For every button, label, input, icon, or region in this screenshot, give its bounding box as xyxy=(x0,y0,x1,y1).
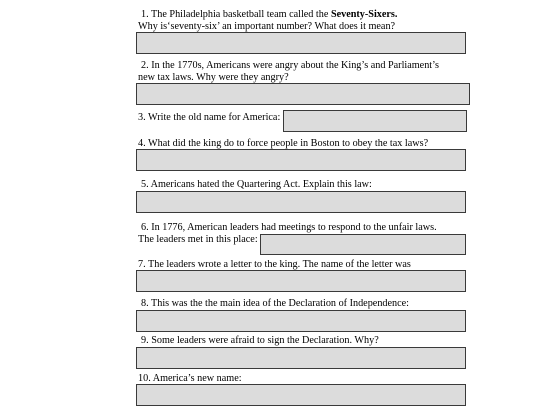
question-5-line-1-text: Americans hated the Quartering Act. Explain this law: xyxy=(150,179,372,190)
question-2-text xyxy=(138,60,439,83)
question-7-line-1 xyxy=(138,259,411,271)
answer-box-1[interactable] xyxy=(136,32,466,54)
question-9-number: 9. xyxy=(141,335,149,346)
question-4-line-1 xyxy=(138,138,428,150)
question-7-text xyxy=(138,259,411,271)
question-4-text xyxy=(138,138,428,150)
question-5-line-1 xyxy=(141,179,372,191)
question-6-line-2: The leaders met in this place: xyxy=(138,233,258,245)
question-2-number: 2. xyxy=(141,60,149,71)
question-3-number: 3. xyxy=(138,112,146,123)
question-1-number: 1. xyxy=(141,9,149,20)
question-7-number: 7. xyxy=(138,259,146,270)
question-8-number: 8. xyxy=(141,298,149,309)
question-8-line-1 xyxy=(141,298,409,310)
question-1-line-1 xyxy=(141,9,397,21)
question-10-line-1-text: America’s new name: xyxy=(152,373,242,384)
question-1-line-2: Why is‘seventy-six’ an important number? What does it mean? xyxy=(138,20,396,32)
question-5-text xyxy=(141,179,372,191)
question-3-text xyxy=(138,112,280,124)
question-2-line-1 xyxy=(141,60,439,72)
question-6-line-1 xyxy=(141,222,437,234)
question-7-line-1-text: The leaders wrote a letter to the king. The name of the letter was xyxy=(148,259,411,270)
question-1-text xyxy=(138,9,398,32)
question-9-line-1-text: Some leaders were afraid to sign the Declaration. Why? xyxy=(151,335,379,346)
answer-box-9[interactable] xyxy=(136,347,466,369)
question-2-line-2: new tax laws. Why were they angry? xyxy=(138,71,289,83)
answer-box-2[interactable] xyxy=(136,83,470,105)
question-10-line-1 xyxy=(138,373,242,385)
question-3-line-1 xyxy=(138,112,280,124)
question-1-line-1-text: The Philadelphia basketball team called the xyxy=(151,9,331,20)
answer-box-3[interactable] xyxy=(283,110,467,132)
question-6-line-1-text: In 1776, American leaders had meetings to respond to the unfair laws. xyxy=(151,222,437,233)
question-4-line-1-text: What did the king do to force people in Boston to obey the tax laws? xyxy=(148,138,429,149)
answer-box-10[interactable] xyxy=(136,384,466,406)
answer-box-6[interactable] xyxy=(260,234,466,255)
question-8-line-1-text: This was the the main idea of the Declaration of Independence: xyxy=(151,298,409,309)
question-3-line-1-text: Write the old name for America: xyxy=(148,112,281,123)
question-4-number: 4. xyxy=(138,138,146,149)
answer-box-8[interactable] xyxy=(136,310,466,332)
question-9-line-1 xyxy=(141,335,379,347)
question-10-number: 10. xyxy=(138,373,151,384)
question-2-line-1-text: In the 1770s, Americans were angry about the King’s and Parliament’s xyxy=(151,60,439,71)
question-8-text xyxy=(141,298,409,310)
question-6-number: 6. xyxy=(141,222,149,233)
question-10-text xyxy=(138,373,242,385)
answer-box-4[interactable] xyxy=(136,149,466,171)
answer-box-7[interactable] xyxy=(136,270,466,292)
answer-box-5[interactable] xyxy=(136,191,466,213)
question-5-number: 5. xyxy=(141,179,149,190)
question-9-text xyxy=(141,335,379,347)
question-1-team-name: Seventy-Sixers. xyxy=(330,9,398,20)
